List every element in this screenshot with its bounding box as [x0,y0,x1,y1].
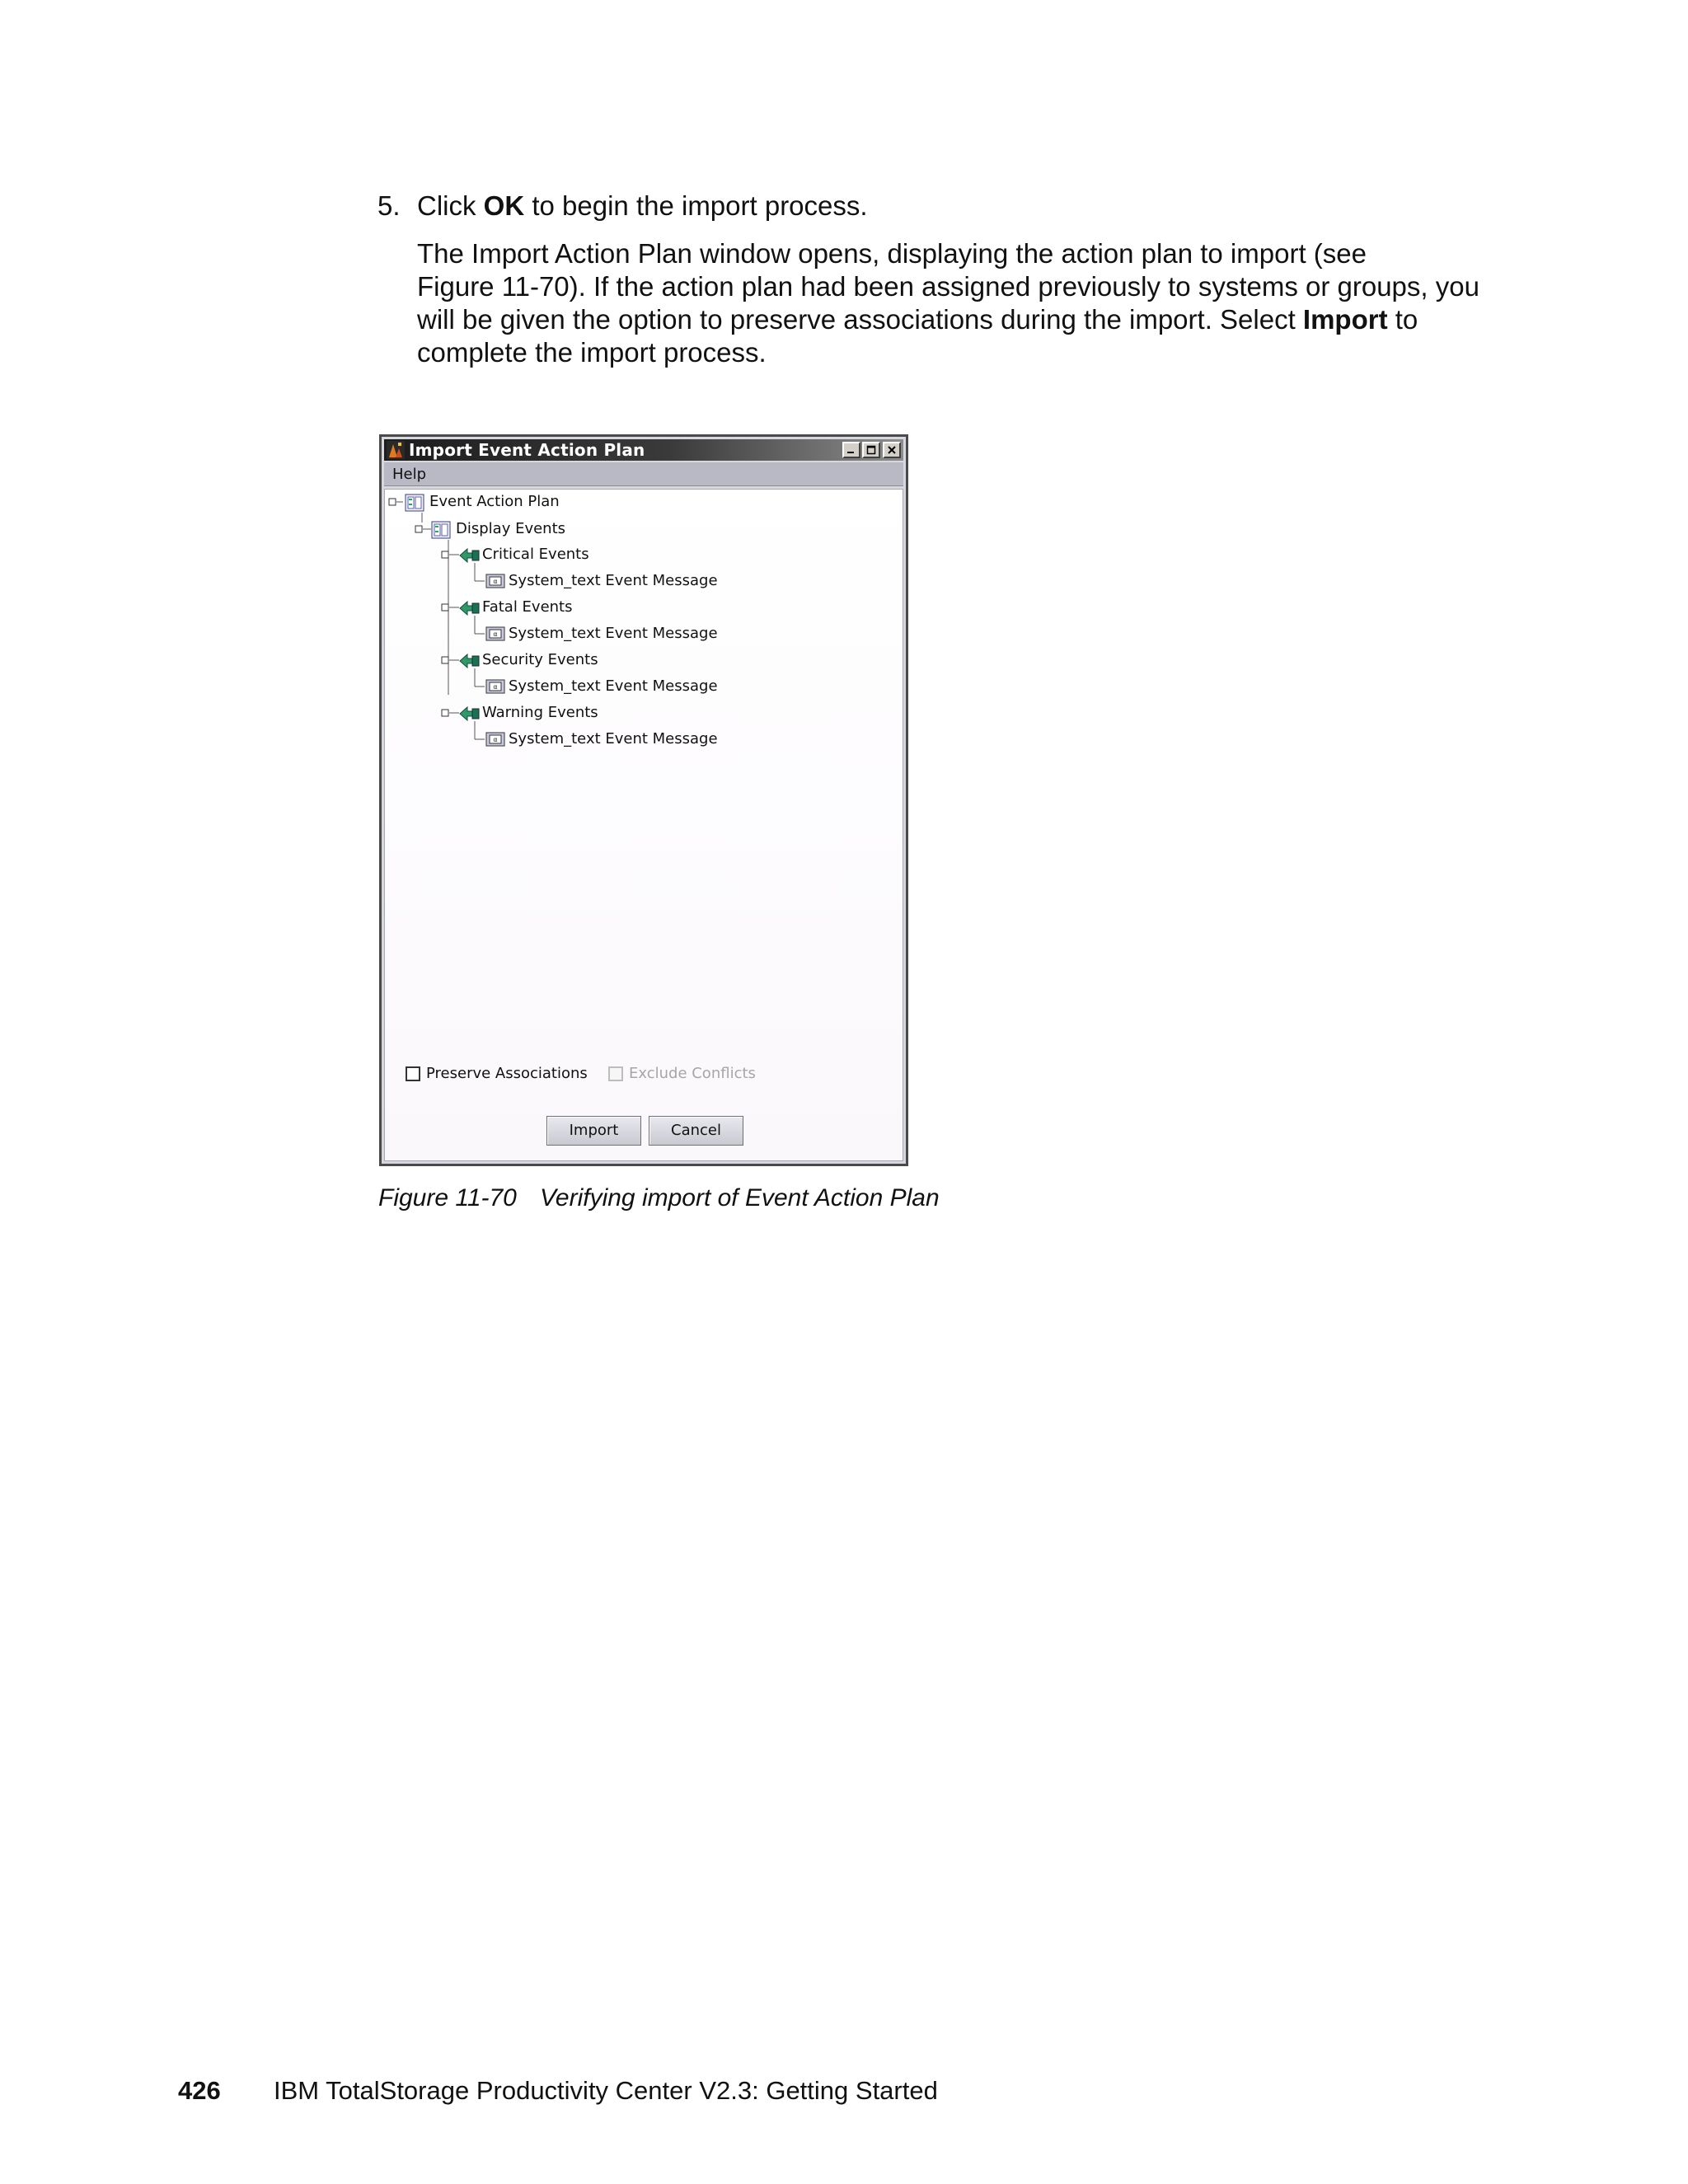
message-action-icon [485,732,505,747]
svg-text:α: α [493,736,498,743]
preserve-associations-label: Preserve Associations [426,1065,588,1082]
step-description [417,237,1522,369]
step-number: 5. [377,190,401,221]
maximize-icon [866,445,876,455]
preserve-associations-checkbox[interactable] [406,1066,420,1081]
event-action-plan-tree [385,490,903,770]
page-number: 426 [178,2076,221,2105]
tree-node-warning-events[interactable]: Warning Events [482,704,598,721]
para-line-1: The Import Action Plan window opens, displaying the action plan to import (see [417,238,1367,269]
para-line-3 [417,303,1522,336]
para-line-4: complete the import process. [417,337,767,368]
figure-number: Figure 11-70 [378,1184,517,1212]
window-titlebar[interactable] [384,439,903,461]
event-action-plan-icon [405,494,424,512]
step-text-suffix: to begin the import process. [524,190,868,221]
figure-title: Verifying import of Event Action Plan [540,1184,940,1212]
menubar [384,462,903,486]
tree-node-display-events[interactable]: Display Events [456,520,566,537]
tree-node-event-action-plan[interactable]: Event Action Plan [429,493,560,510]
svg-text:α: α [493,630,498,638]
para-line-2: Figure 11-70). If the action plan had been assigned previously to systems or groups, you [417,271,1479,302]
minimize-icon [846,445,856,455]
import-button[interactable]: Import [546,1116,641,1146]
tree-node-system-text-event-message[interactable]: System_text Event Message [509,677,718,695]
message-action-icon [485,626,505,641]
svg-text:α: α [493,683,498,691]
para-line-3-prefix: will be given the option to preserve associations during the import. Select [417,304,1303,335]
window-title: Import Event Action Plan [409,440,645,460]
close-icon [887,445,897,455]
svg-text:α: α [493,578,498,585]
critical-events-filter-icon [459,547,481,564]
tree-node-system-text-event-message[interactable]: System_text Event Message [509,572,718,589]
cancel-button[interactable]: Cancel [649,1116,743,1146]
book-title: IBM TotalStorage Productivity Center V2.3: Getting Started [274,2076,938,2105]
step-ok-keyword: OK [483,190,525,221]
tree-node-system-text-event-message[interactable]: System_text Event Message [509,730,718,748]
maximize-button[interactable] [862,442,880,458]
step-text-prefix: Click [417,190,484,221]
fatal-events-filter-icon [459,600,481,616]
para-import-keyword: Import [1302,304,1388,335]
para-line-3-suffix: to [1387,304,1418,335]
tree-node-system-text-event-message[interactable]: System_text Event Message [509,625,718,642]
exclude-conflicts-label: Exclude Conflicts [629,1065,756,1082]
import-event-action-plan-window [379,434,908,1166]
step-5 [377,190,868,223]
menu-help[interactable]: Help [392,466,427,483]
security-events-filter-icon [459,653,481,669]
display-events-icon [431,521,451,539]
figure-caption [378,1184,940,1212]
close-button[interactable] [883,442,901,458]
message-action-icon [485,679,505,694]
tree-node-fatal-events[interactable]: Fatal Events [482,598,573,616]
warning-events-filter-icon [459,705,481,722]
page-footer [178,2076,938,2106]
message-action-icon [485,574,505,588]
tree-node-security-events[interactable]: Security Events [482,651,598,668]
app-icon [387,441,405,459]
dialog-content [384,489,903,1161]
exclude-conflicts-checkbox[interactable] [608,1066,623,1081]
minimize-button[interactable] [842,442,860,458]
tree-node-critical-events[interactable]: Critical Events [482,546,589,563]
